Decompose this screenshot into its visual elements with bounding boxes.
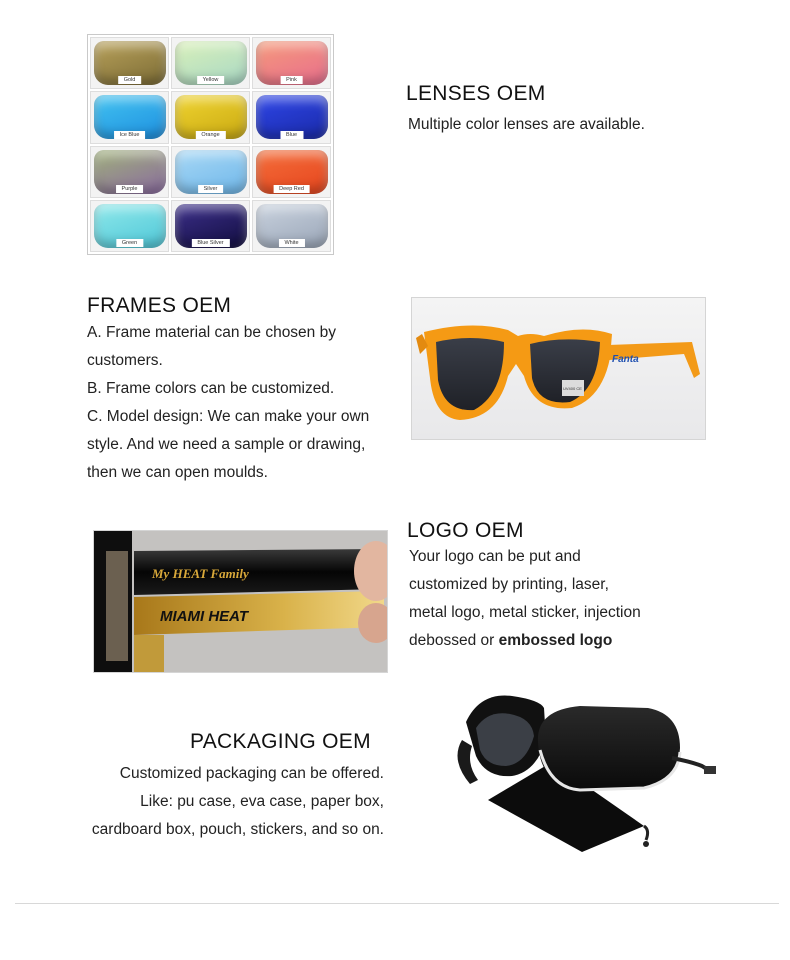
lens-swatch (90, 91, 169, 143)
frames-line: C. Model design: We can make your own (87, 408, 370, 425)
lens-swatch (90, 37, 169, 89)
lenses-description: Multiple color lenses are available. (408, 116, 645, 133)
lens-sticker-text: UV400 CE (563, 386, 582, 391)
logo-heading: LOGO OEM (407, 519, 524, 542)
lens-swatch (90, 200, 169, 252)
lens-swatch-label: White (278, 239, 304, 247)
frames-line: B. Frame colors can be customized. (87, 380, 335, 397)
lens-swatch-label: Silver (198, 185, 224, 193)
frames-line: then we can open moulds. (87, 464, 268, 481)
lens-swatch (252, 200, 331, 252)
lens-swatch (171, 37, 250, 89)
packaging-line: Customized packaging can be offered. (119, 765, 384, 782)
logo-line (409, 627, 679, 655)
lens-swatch-label: Gold (118, 76, 142, 84)
logo-line: customized by printing, laser, (409, 576, 609, 593)
lens-swatch (252, 91, 331, 143)
lens-swatch (171, 200, 250, 252)
packaging-line: Like: pu case, eva case, paper box, (140, 793, 384, 810)
frames-line: A. Frame material can be chosen by (87, 324, 336, 341)
lenses-heading: LENSES OEM (406, 82, 546, 105)
photo-logo-text-1: My HEAT Family (152, 566, 249, 581)
frames-line: customers. (87, 352, 163, 369)
logo-line: Your logo can be put and (409, 548, 581, 565)
lens-swatch-label: Ice Blue (114, 131, 146, 139)
frames-line: style. And we need a sample or drawing, (87, 436, 366, 453)
logo-line-prefix: debossed or (409, 632, 499, 649)
lens-swatch (252, 37, 331, 89)
lens-swatch-label: Pink (280, 76, 303, 84)
packaging-description (70, 760, 384, 844)
orange-sunglasses-illustration (412, 298, 706, 440)
logo-line: metal logo, metal sticker, injection (409, 604, 641, 621)
photo-logo-text-2: MIAMI HEAT (160, 608, 249, 625)
packaging-heading: PACKAGING OEM (190, 730, 371, 753)
lens-swatch (171, 91, 250, 143)
temple-logo-text: Fanta (612, 354, 639, 365)
bottom-divider (15, 903, 779, 904)
frames-description (87, 319, 397, 487)
lens-swatch (90, 146, 169, 198)
lens-swatch-label: Blue Silver (191, 239, 229, 247)
lens-swatch-label: Blue (280, 131, 303, 139)
packaging-photo (440, 680, 730, 860)
logo-line-bold: embossed logo (498, 632, 613, 649)
logo-temples-photo (93, 530, 388, 673)
lens-swatch-label: Green (116, 239, 143, 247)
lens-color-grid (87, 34, 334, 255)
frames-heading: FRAMES OEM (87, 294, 232, 317)
orange-sunglasses-photo (411, 297, 706, 440)
logo-description (409, 543, 679, 655)
lens-swatch-label: Yellow (197, 76, 225, 84)
lens-swatch-label: Orange (195, 131, 225, 139)
packaging-line: cardboard box, pouch, stickers, and so on. (91, 821, 384, 838)
lens-swatch (171, 146, 250, 198)
logo-temples-illustration (94, 531, 388, 673)
lens-swatch-label: Deep Red (273, 185, 310, 193)
lens-swatch-label: Purple (116, 185, 144, 193)
packaging-illustration (440, 680, 730, 860)
lens-swatch (252, 146, 331, 198)
